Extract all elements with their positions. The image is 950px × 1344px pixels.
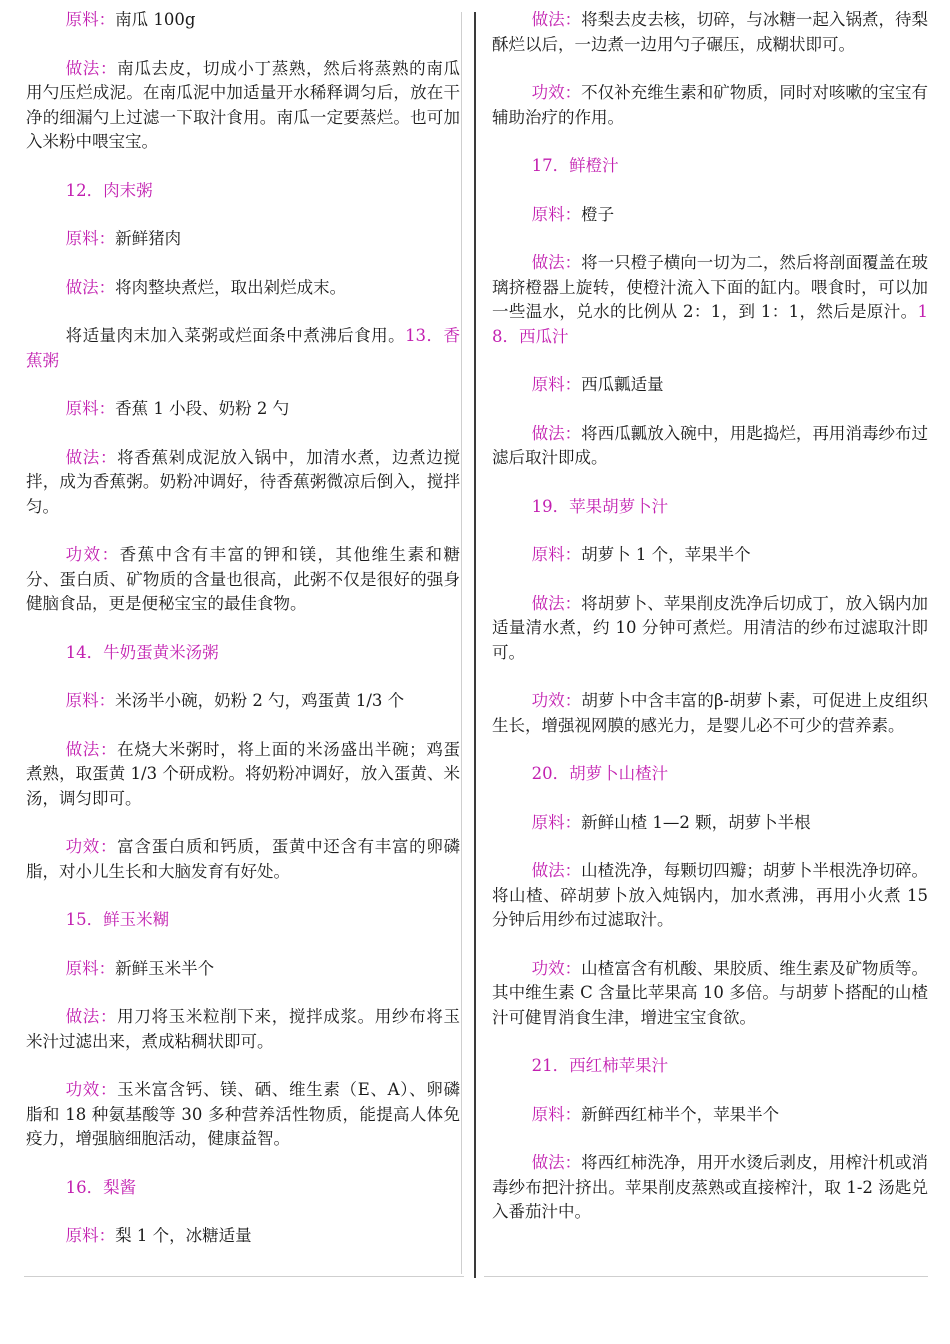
recipe-paragraph xyxy=(26,324,460,373)
field-label: 做法： xyxy=(531,1153,582,1172)
field-text: 用刀将玉米粒削下来，搅拌成浆。用纱布将玉米汁过滤出来，煮成粘稠状即可。 xyxy=(26,1007,461,1051)
field-text: 西瓜瓤适量 xyxy=(581,375,664,394)
field-label: 原料： xyxy=(65,10,116,29)
field-text: 将肉整块煮烂，取出剁烂成末。 xyxy=(115,277,347,297)
field-label: 功效： xyxy=(65,837,118,856)
paragraph-gap xyxy=(492,130,928,154)
paragraph-gap xyxy=(492,835,928,859)
field-text: 将一只橙子横向一切为二，然后将剖面覆盖在玻璃挤橙器上旋转，使橙汁流入下面的缸内。喂食时，可以加一些温水，兑水的比例从 2：1，到 1：1，然后是原汁。 xyxy=(492,253,929,321)
field-text: 新鲜西红柿半个，苹果半个 xyxy=(581,1104,780,1124)
recipe-title: 14．牛奶蛋黄米汤粥 xyxy=(65,642,219,662)
recipe-paragraph xyxy=(492,422,928,471)
recipe-paragraph xyxy=(26,57,460,155)
recipe-paragraph xyxy=(26,543,460,617)
field-label: 做法： xyxy=(65,277,116,297)
paragraph-gap xyxy=(492,665,928,689)
field-label: 功效： xyxy=(531,83,582,102)
paragraph-gap xyxy=(492,57,928,81)
field-text: 山楂富含有机酸、果胶质、维生素及矿物质等。其中维生素 C 含量比苹果高 10 多倍。与胡萝卜搭配的山楂汁可健胃消食生津，增进宝宝食欲。 xyxy=(492,958,929,1027)
field-text: 将香蕉剁成泥放入锅中，加清水煮，边煮边搅拌，成为香蕉粥。奶粉冲调好，待香蕉粥微凉后倒入，搅拌匀。 xyxy=(26,447,461,516)
field-label: 功效： xyxy=(65,545,120,564)
recipe-paragraph xyxy=(26,1005,460,1054)
field-label: 做法： xyxy=(65,447,118,467)
paragraph-gap xyxy=(26,714,460,738)
field-label: 原料： xyxy=(531,812,582,832)
field-label: 功效： xyxy=(531,691,582,710)
field-label: 原料： xyxy=(65,1226,116,1245)
field-text: 富含蛋白质和钙质，蛋黄中还含有丰富的卵磷脂，对小儿生长和大脑发育有好处。 xyxy=(26,837,461,881)
field-label: 原料： xyxy=(65,399,116,418)
recipe-paragraph xyxy=(26,957,460,982)
left-column xyxy=(26,8,460,1249)
paragraph-gap xyxy=(492,471,928,495)
recipe-title: 20．胡萝卜山楂汁 xyxy=(531,764,669,783)
recipe-paragraph xyxy=(26,835,460,884)
recipe-paragraph xyxy=(492,689,928,738)
paragraph-gap xyxy=(26,1054,460,1078)
recipe-heading xyxy=(492,495,928,520)
field-text: 香蕉 1 小段、奶粉 2 勺 xyxy=(115,399,290,418)
paragraph-gap xyxy=(26,300,460,324)
field-label: 做法： xyxy=(531,253,582,272)
paragraph-gap xyxy=(26,33,460,57)
recipe-title: 15．鲜玉米糊 xyxy=(65,910,170,929)
recipe-heading xyxy=(26,179,460,204)
left-column-rule xyxy=(461,12,462,1274)
field-text: 新鲜山楂 1—2 颗，胡萝卜半根 xyxy=(581,812,811,832)
field-text: 梨 1 个，冰糖适量 xyxy=(115,1226,252,1245)
recipe-paragraph xyxy=(492,203,928,228)
recipe-heading xyxy=(492,1054,928,1079)
paragraph-gap xyxy=(26,155,460,179)
field-text: 在烧大米粥时，将上面的米汤盛出半碗；鸡蛋煮熟，取蛋黄 1/3 个研成粉。将奶粉冲调好，放入蛋黄、米汤，调匀即可。 xyxy=(26,739,461,808)
field-label: 做法： xyxy=(65,1007,118,1026)
left-bottom-rule xyxy=(24,1276,464,1277)
recipe-paragraph xyxy=(492,957,928,1031)
field-text: 不仅补充维生素和矿物质，同时对咳嗽的宝宝有辅助治疗的作用。 xyxy=(492,83,929,127)
paragraph-gap xyxy=(492,227,928,251)
recipe-paragraph xyxy=(26,227,460,252)
recipe-paragraph xyxy=(26,8,460,33)
field-text: 将梨去皮去核，切碎，与冰糖一起入锅煮，待梨酥烂以后，一边煮一边用勺子碾压，成糊状即可。 xyxy=(492,10,929,54)
right-column xyxy=(492,8,928,1225)
recipe-paragraph xyxy=(492,251,928,349)
recipe-title: 18．西瓜汁 xyxy=(492,302,928,346)
recipe-heading xyxy=(26,1176,460,1201)
field-label: 做法： xyxy=(65,739,118,759)
recipe-paragraph xyxy=(492,543,928,568)
recipe-paragraph xyxy=(492,1151,928,1225)
paragraph-gap xyxy=(492,398,928,422)
recipe-title: 13．香蕉粥 xyxy=(26,326,461,370)
recipe-heading xyxy=(26,908,460,933)
paragraph-gap xyxy=(492,738,928,762)
field-text: 山楂洗净，每颗切四瓣；胡萝卜半根洗净切碎。将山楂、碎胡萝卜放入炖锅内，加水煮沸，再用小火煮 15 分钟后用纱布过滤取汁。 xyxy=(492,861,929,929)
paragraph-gap xyxy=(492,1127,928,1151)
paragraph-gap xyxy=(26,665,460,689)
paragraph-gap xyxy=(492,568,928,592)
recipe-paragraph xyxy=(26,446,460,520)
paragraph-gap xyxy=(492,1030,928,1054)
field-text: 新鲜玉米半个 xyxy=(115,958,215,978)
field-label: 做法： xyxy=(531,593,582,613)
paragraph-gap xyxy=(26,884,460,908)
paragraph-gap xyxy=(26,981,460,1005)
field-text: 南瓜去皮，切成小丁蒸熟，然后将蒸熟的南瓜用勺压烂成泥。在南瓜泥中加适量开水稀释调匀后，放在干净的细漏勺上过滤一下取汁食用。南瓜一定要蒸烂。也可加入米粉中喂宝宝。 xyxy=(26,58,461,151)
field-text: 将西瓜瓤放入碗中，用匙捣烂，再用消毒纱布过滤后取汁即成。 xyxy=(492,423,929,467)
field-text: 香蕉中含有丰富的钾和镁，其他维生素和糖分、蛋白质、矿物质的含量也很高，此粥不仅是很好的强身健脑食品，更是便秘宝宝的最佳食物。 xyxy=(26,545,461,613)
paragraph-gap xyxy=(26,1200,460,1224)
field-label: 原料： xyxy=(531,545,582,564)
field-text: 玉米富含钙、镁、硒、维生素（E、A）、卵磷脂和 18 种氨基酸等 30 多种营养活性物质，能提高人体免疫力，增强脑细胞活动，健康益智。 xyxy=(26,1080,460,1148)
field-label: 原料： xyxy=(65,958,116,978)
field-text: 将西红柿洗净，用开水烫后剥皮，用榨汁机或消毒纱布把汁挤出。苹果削皮蒸熟或直接榨汁，取 1-2 汤匙兑入番茄汁中。 xyxy=(492,1153,929,1221)
recipe-paragraph xyxy=(26,1224,460,1249)
recipe-title: 21．西红柿苹果汁 xyxy=(531,1056,669,1075)
field-label: 做法： xyxy=(531,861,582,880)
paragraph-gap xyxy=(492,787,928,811)
field-label: 功效： xyxy=(65,1080,118,1099)
recipe-paragraph xyxy=(492,81,928,130)
paragraph-gap xyxy=(26,252,460,276)
recipe-paragraph xyxy=(26,276,460,301)
column-divider xyxy=(474,12,476,1278)
recipe-heading xyxy=(492,154,928,179)
field-label: 做法： xyxy=(531,423,582,443)
field-label: 原料： xyxy=(531,1104,582,1124)
recipe-paragraph xyxy=(492,859,928,933)
recipe-heading xyxy=(26,641,460,666)
field-text: 胡萝卜中含丰富的β-胡萝卜素，可促进上皮组织生长，增强视网膜的感光力，是婴儿必不可少的营养素。 xyxy=(492,691,928,735)
paragraph-gap xyxy=(26,373,460,397)
field-label: 原料： xyxy=(65,691,116,710)
recipe-paragraph xyxy=(26,689,460,714)
recipe-heading xyxy=(492,762,928,787)
paragraph-gap xyxy=(26,617,460,641)
field-text: 新鲜猪肉 xyxy=(115,229,182,248)
field-label: 做法： xyxy=(531,10,582,29)
field-text: 米汤半小碗，奶粉 2 勺，鸡蛋黄 1/3 个 xyxy=(115,691,405,710)
recipe-title: 17．鲜橙汁 xyxy=(531,156,619,175)
paragraph-gap xyxy=(26,203,460,227)
paragraph-gap xyxy=(492,1079,928,1103)
field-text: 将适量肉末加入菜粥或烂面条中煮沸后食用。 xyxy=(65,326,406,345)
recipe-paragraph xyxy=(26,738,460,812)
paragraph-gap xyxy=(492,349,928,373)
paragraph-gap xyxy=(26,1152,460,1176)
paragraph-gap xyxy=(492,519,928,543)
recipe-paragraph xyxy=(26,397,460,422)
field-label: 原料： xyxy=(531,375,582,394)
recipe-paragraph xyxy=(492,1103,928,1128)
recipe-paragraph xyxy=(492,8,928,57)
paragraph-gap xyxy=(26,811,460,835)
field-text: 南瓜 100g xyxy=(115,10,196,29)
field-text: 橙子 xyxy=(581,204,615,224)
field-label: 原料： xyxy=(531,204,582,224)
recipe-title: 16．梨酱 xyxy=(65,1177,137,1197)
field-label: 功效： xyxy=(531,958,582,978)
recipe-paragraph xyxy=(492,373,928,398)
paragraph-gap xyxy=(492,933,928,957)
paragraph-gap xyxy=(26,519,460,543)
recipe-paragraph xyxy=(492,592,928,666)
field-label: 做法： xyxy=(65,58,118,78)
field-text: 胡萝卜 1 个，苹果半个 xyxy=(581,545,751,564)
field-label: 原料： xyxy=(65,229,116,248)
paragraph-gap xyxy=(492,179,928,203)
right-bottom-rule xyxy=(484,1276,928,1277)
recipe-paragraph xyxy=(492,811,928,836)
paragraph-gap xyxy=(26,933,460,957)
field-text: 将胡萝卜、苹果削皮洗净后切成丁，放入锅内加适量清水煮，约 10 分钟可煮烂。用清洁的纱布过滤取汁即可。 xyxy=(492,593,929,662)
recipe-title: 19．苹果胡萝卜汁 xyxy=(531,496,669,516)
recipe-title: 12．肉末粥 xyxy=(65,180,153,200)
recipe-paragraph xyxy=(26,1078,460,1152)
paragraph-gap xyxy=(26,422,460,446)
